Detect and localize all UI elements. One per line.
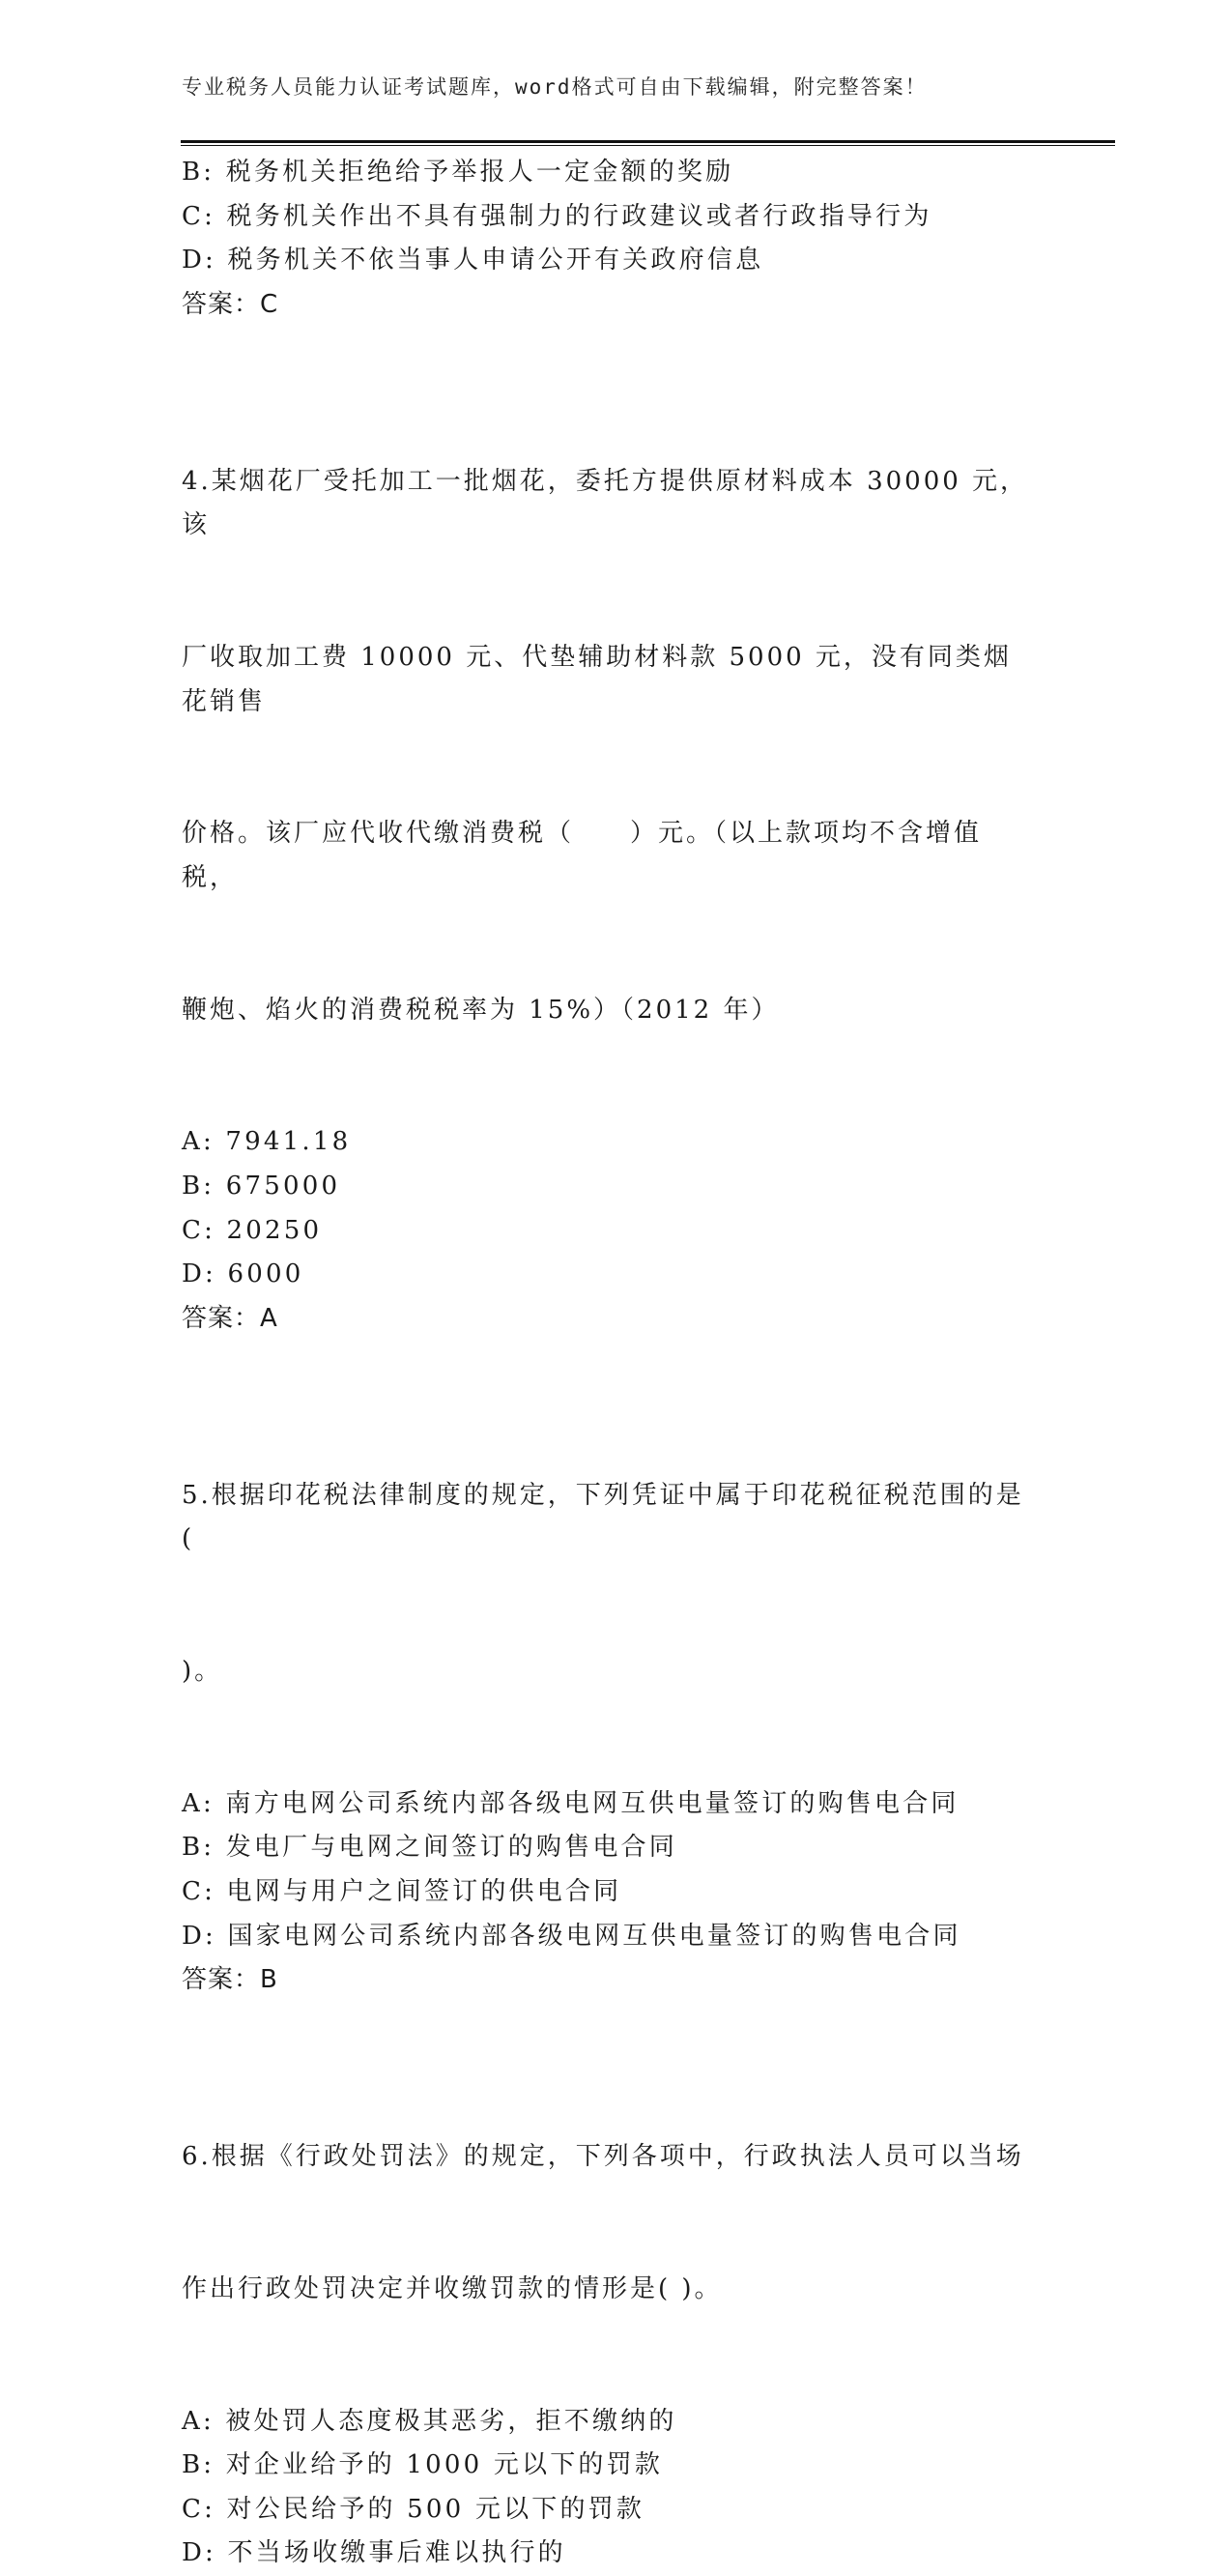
option-c: C: 对公民给予的 500 元以下的罚款 xyxy=(182,2494,645,2524)
option-d: D: 6000 xyxy=(182,1259,304,1289)
stem-line: 6.根据《行政处罚法》的规定，下列各项中，行政执法人员可以当场 xyxy=(182,2141,1024,2171)
option-b: B: 发电厂与电网之间签订的购售电合同 xyxy=(182,1833,677,1863)
option-d: D: 国家电网公司系统内部各级电网互供电量签订的购售电合同 xyxy=(182,1921,961,1951)
answer-line: 答案：C xyxy=(182,289,279,319)
option-d: D: 税务机关不依当事人申请公开有关政府信息 xyxy=(182,246,764,275)
option-d: D: 不当场收缴事后难以执行的 xyxy=(182,2538,566,2568)
question-4 xyxy=(182,371,1051,1341)
option-c: C: 20250 xyxy=(182,1215,323,1245)
question-stem xyxy=(182,2047,1032,2400)
question-stem xyxy=(182,371,1032,1120)
stem-line: 鞭炮、焰火的消费税税率为 15%）（2012 年） xyxy=(182,995,780,1025)
question-3-continued xyxy=(182,151,1051,327)
option-c: C: 电网与用户之间签订的供电合同 xyxy=(182,1876,622,1906)
option-a: A: 南方电网公司系统内部各级电网互供电量签订的购售电合同 xyxy=(182,1788,960,1818)
header-rule xyxy=(181,140,1115,143)
stem-line: 作出行政处罚决定并收缴罚款的情形是( )。 xyxy=(182,2273,723,2303)
option-b: B: 675000 xyxy=(182,1172,341,1201)
option-b: B: 对企业给予的 1000 元以下的罚款 xyxy=(182,2450,664,2480)
option-a: A: 被处罚人态度极其恶劣，拒不缴纳的 xyxy=(182,2406,677,2436)
answer-line: 答案：B xyxy=(182,1965,278,1995)
document-body xyxy=(182,151,1051,2576)
page-header: 专业税务人员能力认证考试题库，word格式可自由下载编辑，附完整答案！ xyxy=(182,75,928,99)
stem-line: 4.某烟花厂受托加工一批烟花，委托方提供原材料成本 30000 元，该 xyxy=(182,466,1029,540)
stem-line: 价格。该厂应代收代缴消费税（ ）元。（以上款项均不含增值税， xyxy=(182,819,983,892)
question-5 xyxy=(182,1385,1051,2002)
option-c: C: 税务机关作出不具有强制力的行政建议或者行政指导行为 xyxy=(182,201,932,231)
question-6 xyxy=(182,2047,1051,2576)
stem-line: )。 xyxy=(182,1657,223,1686)
header-rule-thin xyxy=(181,145,1115,146)
answer-line: 答案：A xyxy=(182,1303,278,1333)
question-stem xyxy=(182,1385,1032,1781)
stem-line: 5.根据印花税法律制度的规定，下列凭证中属于印花税征税范围的是( xyxy=(182,1480,1024,1554)
option-a: A: 7941.18 xyxy=(182,1127,352,1157)
stem-line: 厂收取加工费 10000 元、代垫辅助材料款 5000 元，没有同类烟花销售 xyxy=(182,642,1012,716)
option-b: B: 税务机关拒绝给予举报人一定金额的奖励 xyxy=(182,158,734,187)
